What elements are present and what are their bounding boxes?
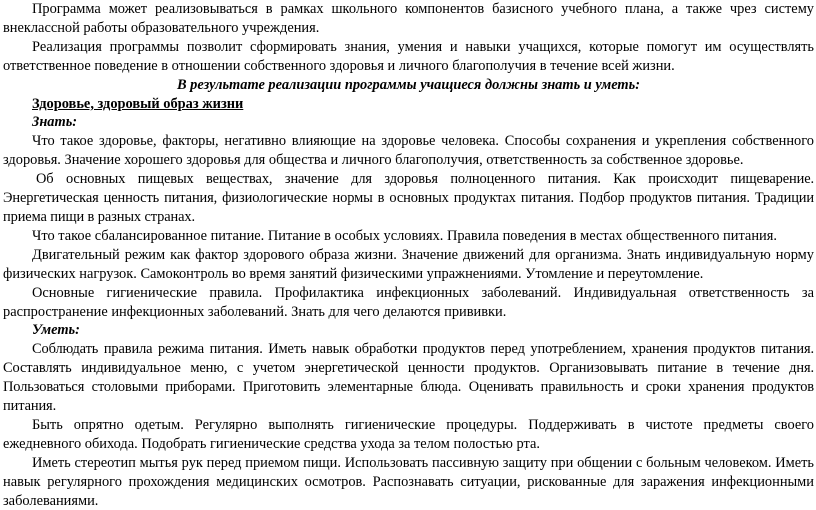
- know-item-health: Что такое здоровье, факторы, негативно влияющие на здоровье человека. Способы сохранения и укрепления собственного здоровья. Значение хорошего здоровья для общества и личного благополучия, ответственность за собственное здоровье.: [3, 133, 814, 169]
- can-item-neatness: Быть опрятно одетым. Регулярно выполнять гигиенические процедуры. Поддерживать в чистоте предметы своего ежедневного обихода. Подобрать гигиенические средства ухода за телом полостью рта.: [3, 416, 814, 452]
- know-label: Знать:: [32, 114, 78, 131]
- paragraph-program-scope: Программа может реализовываться в рамках школьного компонентов базисного учебного плана, а также чрез систему внеклассной работы образовательного учреждения.: [3, 1, 814, 36]
- know-item-nutrients: Об основных пищевых веществах, значение для здоровья полноценного питания. Как происходит пищеварение. Энергетическая ценность питания, физиологические нормы в основных продуктах питания. Подбор продуктов питания. Традиции приема пищи в разных странах.: [3, 171, 814, 225]
- know-item-hygiene: Основные гигиенические правила. Профилактика инфекционных заболеваний. Индивидуальная ответственность за распространение инфекционных заболеваний. Знать для чего делаются прививки.: [3, 284, 814, 320]
- know-item-balanced-diet: Что такое сбалансированное питание. Питание в особых условиях. Правила поведения в местах общественного питания.: [32, 227, 777, 244]
- know-item-motor-mode: Двигательный режим как фактор здорового образа жизни. Значение движений для организма. Знать индивидуальную норму физических нагрузок. Самоконтроль во время занятий физическими упражнениями. Утомление и переутомление.: [3, 246, 814, 282]
- can-item-diet: Соблюдать правила режима питания. Иметь навык обработки продуктов перед употреблением, хранения продуктов питания. Составлять индивидуальное меню, с учетом энергетической ценности продуктов. Организовывать питание в течение дня. Пользоваться столовыми приборами. Приготовить элементарные блюда. Оценивать правильность и сроки хранения продуктов питания.: [3, 341, 814, 415]
- results-heading: В результате реализации программы учащиеся должны знать и уметь:: [176, 76, 640, 93]
- can-label: Уметь:: [32, 322, 80, 339]
- paragraph-program-goal: Реализация программы позволит сформировать знания, умения и навыки учащихся, которые помогут им осуществлять ответственное поведение в отношении собственного здоровья и личного благополучия в течение всей жизни.: [3, 38, 814, 74]
- can-item-handwashing: Иметь стереотип мытья рук перед приемом пищи. Использовать пассивную защиту при общении с больным человеком. Иметь навык регулярного прохождения медицинских осмотров. Распознавать ситуации, рискованные для заражения инфекционными заболеваниями.: [3, 454, 814, 509]
- section-title: Здоровье, здоровый образ жизни: [32, 95, 244, 112]
